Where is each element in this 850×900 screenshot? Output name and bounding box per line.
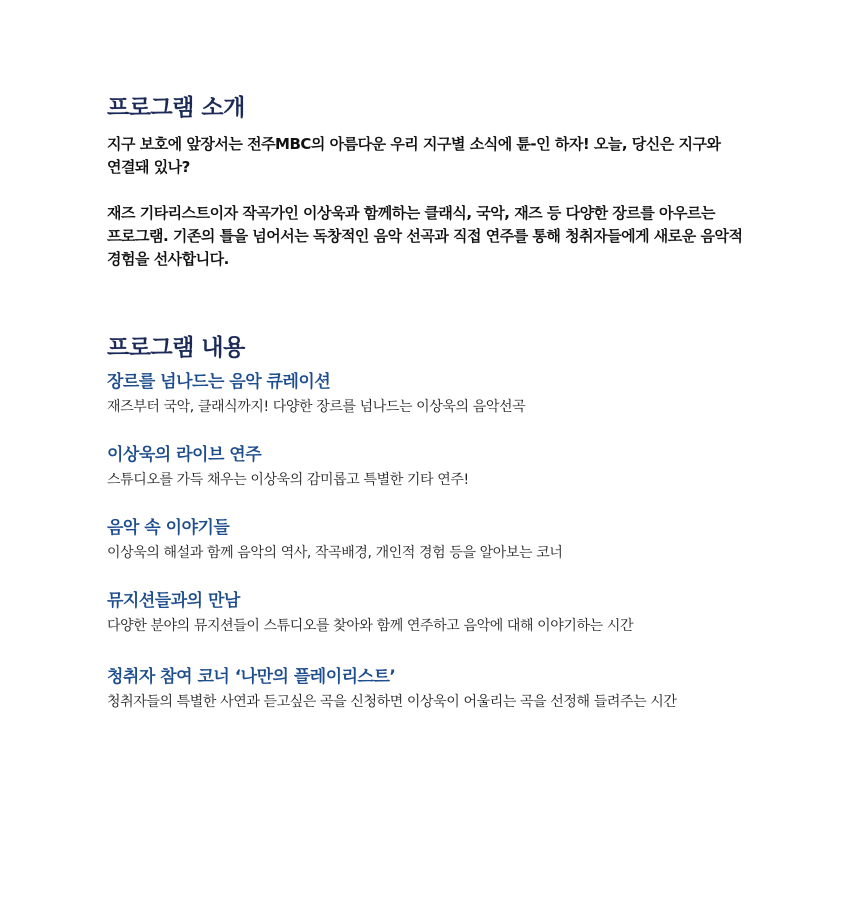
program-content-section [107, 332, 747, 712]
item-title: 음악 속 이야기들 [107, 518, 230, 538]
item-title: 장르를 넘나드는 음악 큐레이션 [107, 372, 331, 392]
content-item-live-performance [107, 443, 747, 490]
item-title: 이상욱의 라이브 연주 [107, 445, 262, 465]
item-description: 청취자들의 특별한 사연과 듣고싶은 곡을 신청하면 이상욱이 어울리는 곡을 선정해 들려주는 시간 [107, 694, 677, 710]
content-item-listener-playlist [107, 665, 747, 712]
item-title: 뮤지션들과의 만남 [107, 591, 240, 611]
program-intro-section [107, 92, 747, 271]
content-item-list [107, 370, 747, 712]
item-description: 이상욱의 해설과 함께 음악의 역사, 작곡배경, 개인적 경험 등을 알아보는 코너 [107, 545, 563, 561]
item-description: 스튜디오를 가득 채우는 이상욱의 감미롭고 특별한 기타 연주! [107, 472, 469, 488]
content-item-musicians [107, 589, 747, 636]
intro-title: 프로그램 소개 [107, 95, 245, 121]
content-item-stories [107, 516, 747, 563]
item-description: 재즈부터 국악, 클래식까지! 다양한 장르를 넘나드는 이상욱의 음악선곡 [107, 399, 526, 415]
item-description: 다양한 분야의 뮤지션들이 스튜디오를 찾아와 함께 연주하고 음악에 대해 이야기하는 시간 [107, 618, 634, 634]
intro-paragraph-1: 지구 보호에 앞장서는 전주MBC의 아름다운 우리 지구별 소식에 튠-인 하자! 오늘, 당신은 지구와 연결돼 있나? [107, 135, 721, 176]
content-item-curation [107, 370, 747, 417]
content-title: 프로그램 내용 [107, 335, 245, 361]
item-title: 청취자 참여 코너 ‘나만의 플레이리스트’ [107, 667, 396, 687]
program-page [107, 92, 747, 712]
intro-paragraph-2: 재즈 기타리스트이자 작곡가인 이상욱과 함께하는 클래식, 국악, 재즈 등 다양한 장르를 아우르는 프로그램. 기존의 틀을 넘어서는 독창적인 음악 선곡과 직접 연주를 통해 청취자들에게 새로운 음악적 경험을 선사합니다. [107, 204, 743, 268]
